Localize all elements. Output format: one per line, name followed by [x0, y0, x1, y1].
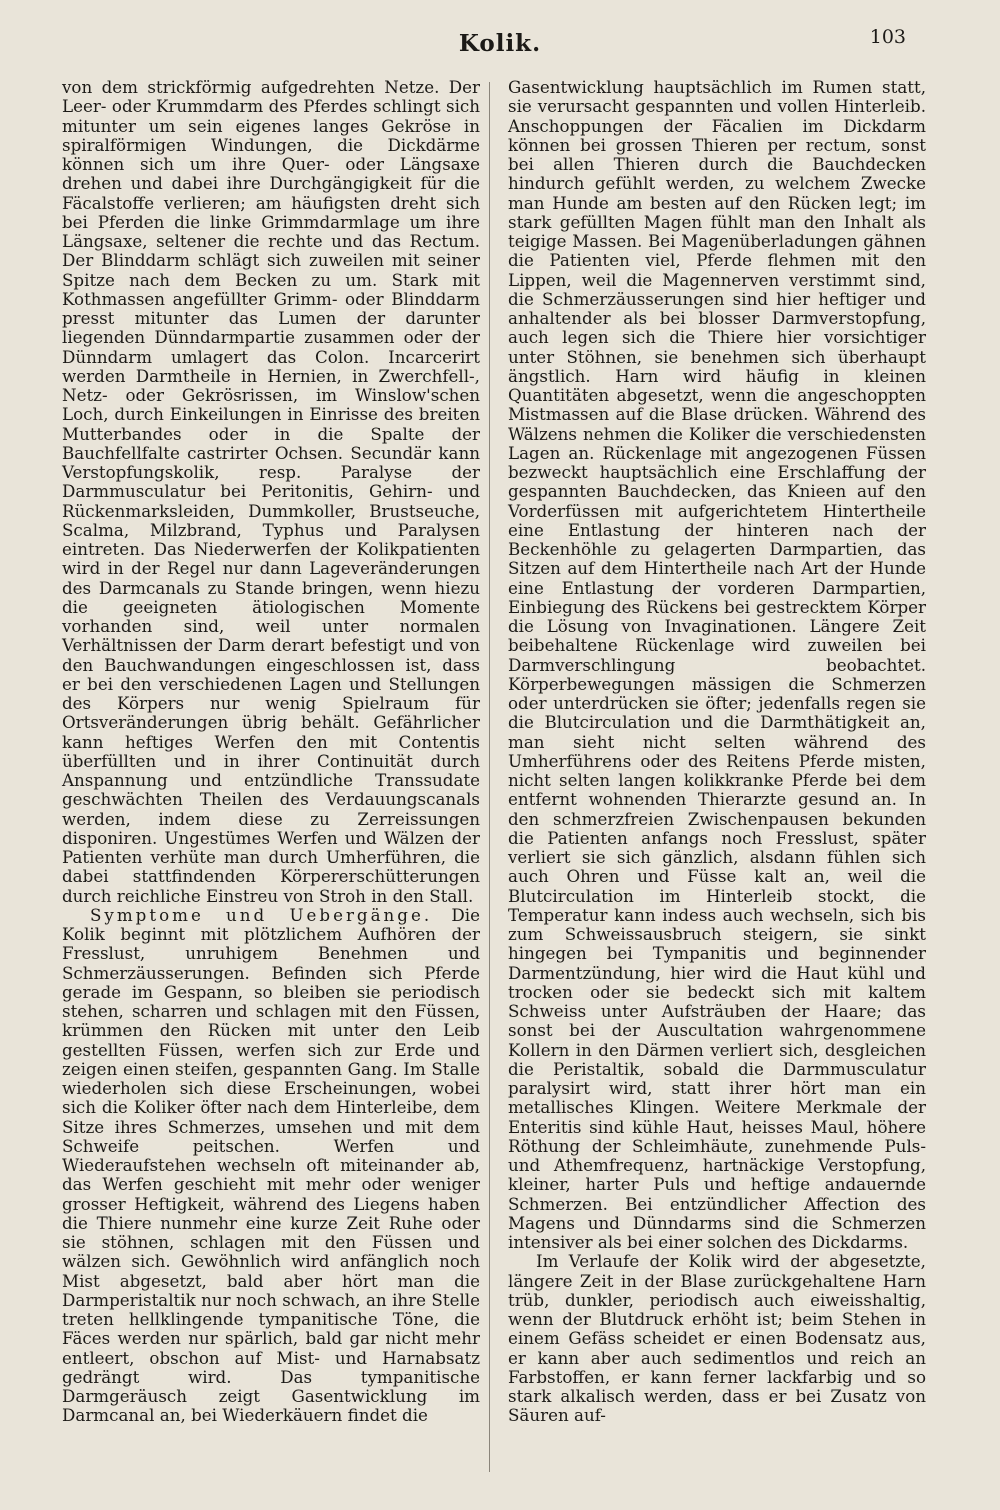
- right-paragraph-2: Im Verlaufe der Kolik wird der abgesetzte, längere Zeit in der Blase zurückgehaltene Harn trüb, dunkler, periodisch auch eiweisshaltig, wenn der Blutdruck erhöht ist; beim Stehen in einem Gefäss scheidet er einen Bodensatz aus, er kann aber auch sedimentlos und reich an Farbstoffen, er kann ferner lackfarbig und so stark alkalisch werden, dass er bei Zusatz von Säuren auf-: [508, 1251, 926, 1426]
- running-title: Kolik.: [458, 30, 542, 57]
- right-column: [508, 78, 926, 1426]
- right-paragraph-1: Gasentwicklung hauptsächlich im Rumen statt, sie verursacht gespannten und vollen Hinterleib. Anschoppungen der Fäcalien im Dickdarm können bei grossen Thieren per rectum, sonst bei allen Thieren durch die Bauchdecken hindurch gefühlt werden, zu welchem Zwecke man Hunde am besten auf den Rücken legt; im stark gefüllten Magen fühlt man den Inhalt als teigige Massen. Bei Magenüberladungen gähnen die Patienten viel, Pferde flehmen mit den Lippen, weil die Magennerven verstimmt sind, die Schmerzäusserungen sind hier heftiger und anhaltender als bei blosser Darmverstopfung, auch legen sich die Thiere hier vorsichtiger unter Stöhnen, sie benehmen sich überhaupt ängstlich. Harn wird häufig in kleinen Quantitäten abgesetzt, wenn die angeschoppten Mistmassen auf die Blase drücken. Während des Wälzens nehmen die Koliker die verschiedensten Lagen an. Rückenlage mit angezogenen Füssen bezweckt hauptsächlich eine Erschlaffung der gespannten Bauchdecken, das Knieen auf den Vorderfüssen mit aufgerichtetem Hintertheile eine Entlastung der hinteren nach der Beckenhöhle zu gelagerten Darmpartien, das Sitzen auf dem Hintertheile nach Art der Hunde eine Entlastung der vorderen Darmpartien, Einbiegung des Rückens bei gestrecktem Körper die Lösung von Invaginationen. Längere Zeit beibehaltene Rückenlage wird zuweilen bei Darmverschlingung beobachtet. Körperbewegungen mässigen die Schmerzen oder unterdrücken sie öfter; jedenfalls regen sie die Blutcirculation und die Darmthätigkeit an, man sieht nicht selten während des Umherführens oder des Reitens Pferde misten, nicht selten langen kolikkranke Pferde bei dem entfernt wohnenden Thierarzte gesund an. In den schmerzfreien Zwischenpausen bekunden die Patienten anfangs noch Fresslust, später verliert sie sich gänzlich, alsdann fühlen sich auch Ohren und Füsse kalt an, weil die Blutcirculation im Hinterleib stockt, die Temperatur kann indess auch wechseln, sich bis zum Schweissausbruch steigern, sie sinkt hingegen bei Tympanitis und beginnender Darmentzündung, hier wird die Haut kühl und trocken oder sie bedeckt sich mit kaltem Schweiss unter Aufsträuben der Haare; das sonst bei der Auscultation wahrgenommene Kollern in den Därmen verliert sich, desgleichen die Peristaltik, sobald die Darmmusculatur paralysirt wird, statt ihrer hört man ein metallisches Klingen. Weitere Merkmale der Enteritis sind kühle Haut, heisses Maul, höhere Röthung der Schleimhäute, zunehmende Puls- und Athemfrequenz, hartnäckige Verstopfung, kleiner, harter Puls und heftige andauernde Schmerzen. Bei entzündlicher Affection des Magens und Dünndarms sind die Schmerzen intensiver als bei einer solchen des Dickdarms.: [508, 77, 926, 1252]
- left-paragraph-1: von dem strickförmig aufgedrehten Netze. Der Leer- oder Krummdarm des Pferdes schlingt sich mitunter um sein eigenes langes Gekröse in spiralförmigen Windungen, die Dickdärme können sich um ihre Quer- oder Längsaxe drehen und dabei ihre Durchgängigkeit für die Fäcalstoffe verlieren; am häufigsten dreht sich bei Pferden die linke Grimmdarmlage um ihre Längsaxe, seltener die rechte und das Rectum. Der Blinddarm schlägt sich zuweilen mit seiner Spitze nach dem Becken zu um. Stark mit Kothmassen angefüllter Grimm- oder Blinddarm presst mitunter das Lumen der darunter liegenden Dünndarmpartie zusammen oder der Dünndarm umlagert das Colon. Incarcerirt werden Darmtheile in Hernien, in Zwerchfell-, Netz- oder Gekrösrissen, im Winslow'schen Loch, durch Einkeilungen in Einrisse des breiten Mutterbandes oder in die Spalte der Bauchfellfalte castrirter Ochsen. Secundär kann Verstopfungskolik, resp. Paralyse der Darmmusculatur bei Peritonitis, Gehirn- und Rückenmarksleiden, Dummkoller, Brustseuche, Scalma, Milzbrand, Typhus und Paralysen eintreten. Das Niederwerfen der Kolikpatienten wird in der Regel nur dann Lageveränderungen des Darmcanals zu Stande bringen, wenn hiezu die geeigneten ätiologischen Momente vorhanden sind, weil unter normalen Verhältnissen der Darm derart befestigt und von den Bauchwandungen eingeschlossen ist, dass er bei den verschiedenen Lagen und Stellungen des Körpers nur wenig Spielraum für Ortsveränderungen übrig behält. Gefährlicher kann heftiges Werfen den mit Contentis überfüllten und in ihrer Continuität durch Anspannung und entzündliche Transsudate geschwächten Theilen des Verdauungscanals werden, indem diese zu Zerreissungen disponiren. Ungestümes Werfen und Wälzen der Patienten verhüte man durch Umherführen, die dabei stattfindenden Körpererschütterungen durch reichliche Einstreu von Stroh in den Stall.: [62, 77, 480, 906]
- page-number: 103: [869, 26, 906, 48]
- column-divider: [489, 82, 490, 1472]
- page-header: [0, 26, 1000, 56]
- left-paragraph-2-text: Die Kolik beginnt mit plötzlichem Aufhören der Fresslust, unruhigem Benehmen und Schmerzäusserungen. Befinden sich Pferde gerade im Gespann, so bleiben sie periodisch stehen, scharren und schlagen mit den Füssen, krümmen den Rücken mit unter den Leib gestellten Füssen, werfen sich zur Erde und zeigen einen steifen, gespannten Gang. Im Stalle wiederholen sich diese Erscheinungen, wobei sich die Koliker öfter nach dem Hinterleibe, dem Sitze ihres Schmerzes, umsehen und mit dem Schweife peitschen. Werfen und Wiederaufstehen wechseln oft miteinander ab, das Werfen geschieht mit mehr oder weniger grosser Heftigkeit, während des Liegens haben die Thiere nunmehr eine kurze Zeit Ruhe oder sie stöhnen, schlagen mit den Füssen und wälzen sich. Gewöhnlich wird anfänglich noch Mist abgesetzt, bald aber hört man die Darmperistaltik nur noch schwach, an ihre Stelle treten hellklingende tympanitische Töne, die Fäces werden nur spärlich, bald gar nicht mehr entleert, obschon auf Mist- und Harnabsatz gedrängt wird. Das tympanitische Darmgeräusch zeigt Gasentwicklung im Darmcanal an, bei Wiederkäuern findet die: [62, 904, 480, 1426]
- left-column: [62, 78, 480, 1426]
- two-column-body: [62, 78, 924, 1478]
- section-heading-symptoms: Symptome und Uebergänge.: [90, 904, 433, 925]
- left-paragraph-2: [62, 906, 480, 1426]
